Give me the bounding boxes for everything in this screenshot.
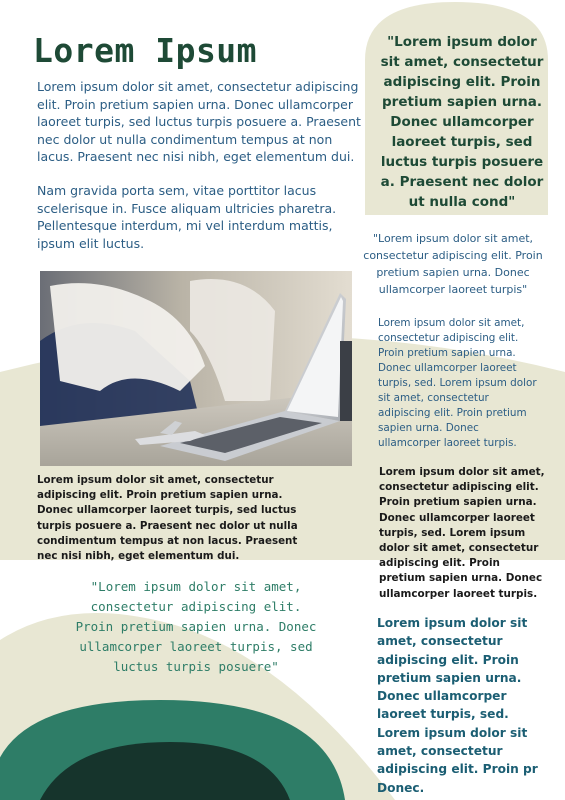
laptop-photo — [40, 271, 352, 466]
mono-pull-quote: "Lorem ipsum dolor sit amet, consectetur adipiscing elit. Proin pretium sapien urna. Donec ullamcorper laoreet turpis, sed luctus turpis posuere" — [75, 579, 317, 674]
intro-paragraph-1: Lorem ipsum dolor sit amet, consectetur adipiscing elit. Proin pretium sapien urna. Donec ullamcorper laoreet turpis, sed luctus turpis posuere a. Praesent nec dolor ut nulla condimentum tempus at non lacus. Praesent nec nisi nibh, eget elementum dui. — [37, 79, 361, 164]
sidebar-big-quote: "Lorem ipsum dolor sit amet, consectetur adipiscing elit. Proin pretium sapien urna. Donec ullamcorper laoreet turpis, sed luctus turpis posuere a. Praesent nec dolor ut nulla cond" — [380, 34, 544, 210]
intro-paragraph-2: Nam gravida porta sem, vitae porttitor lacus scelerisque in. Fusce aliquam ultricies pharetra. Pellentesque interdum, mi vel interdum mattis, ipsum elit luctus. — [37, 183, 337, 251]
sidebar-paragraph-bold: Lorem ipsum dolor sit amet, consectetur adipiscing elit. Proin pretium sapien urna. Donec ullamcorper laoreet turpis, sed. Lorem ipsum dolor sit amet, consectetur adipiscing elit. Proin pretium sapien urna. Donec ullamcorper laoreet turpis. — [379, 466, 545, 600]
sidebar-small-quote: "Lorem ipsum dolor sit amet, consectetur adipiscing elit. Proin pretium sapien urna. Donec ullamcorper laoreet turpis" — [363, 232, 543, 296]
photo-caption: Lorem ipsum dolor sit amet, consectetur adipiscing elit. Proin pretium sapien urna. Donec ullamcorper laoreet turpis, sed luctus turpis posuere a. Praesent nec dolor ut nulla condimentum tempus at non lacus. Praesent nec nisi nibh, eget elementum dui. — [37, 474, 298, 563]
page-title: Lorem Ipsum — [33, 31, 258, 70]
sidebar-paragraph-bold-large: Lorem ipsum dolor sit amet, consectetur adipiscing elit. Proin pretium sapien urna. Donec ullamcorper laoreet turpis, sed. Lorem ipsum dolor sit amet, consectetur adipiscing elit. Proin pr Donec. — [377, 616, 538, 795]
sidebar-paragraph-regular: Lorem ipsum dolor sit amet, consectetur adipiscing elit. Proin pretium sapien urna. Donec ullamcorper laoreet turpis, sed. Lorem ipsum dolor sit amet, consectetur adipiscing elit. Proin pretium sapien urna. Donec ullamcorper laoreet turpis. — [378, 317, 537, 449]
